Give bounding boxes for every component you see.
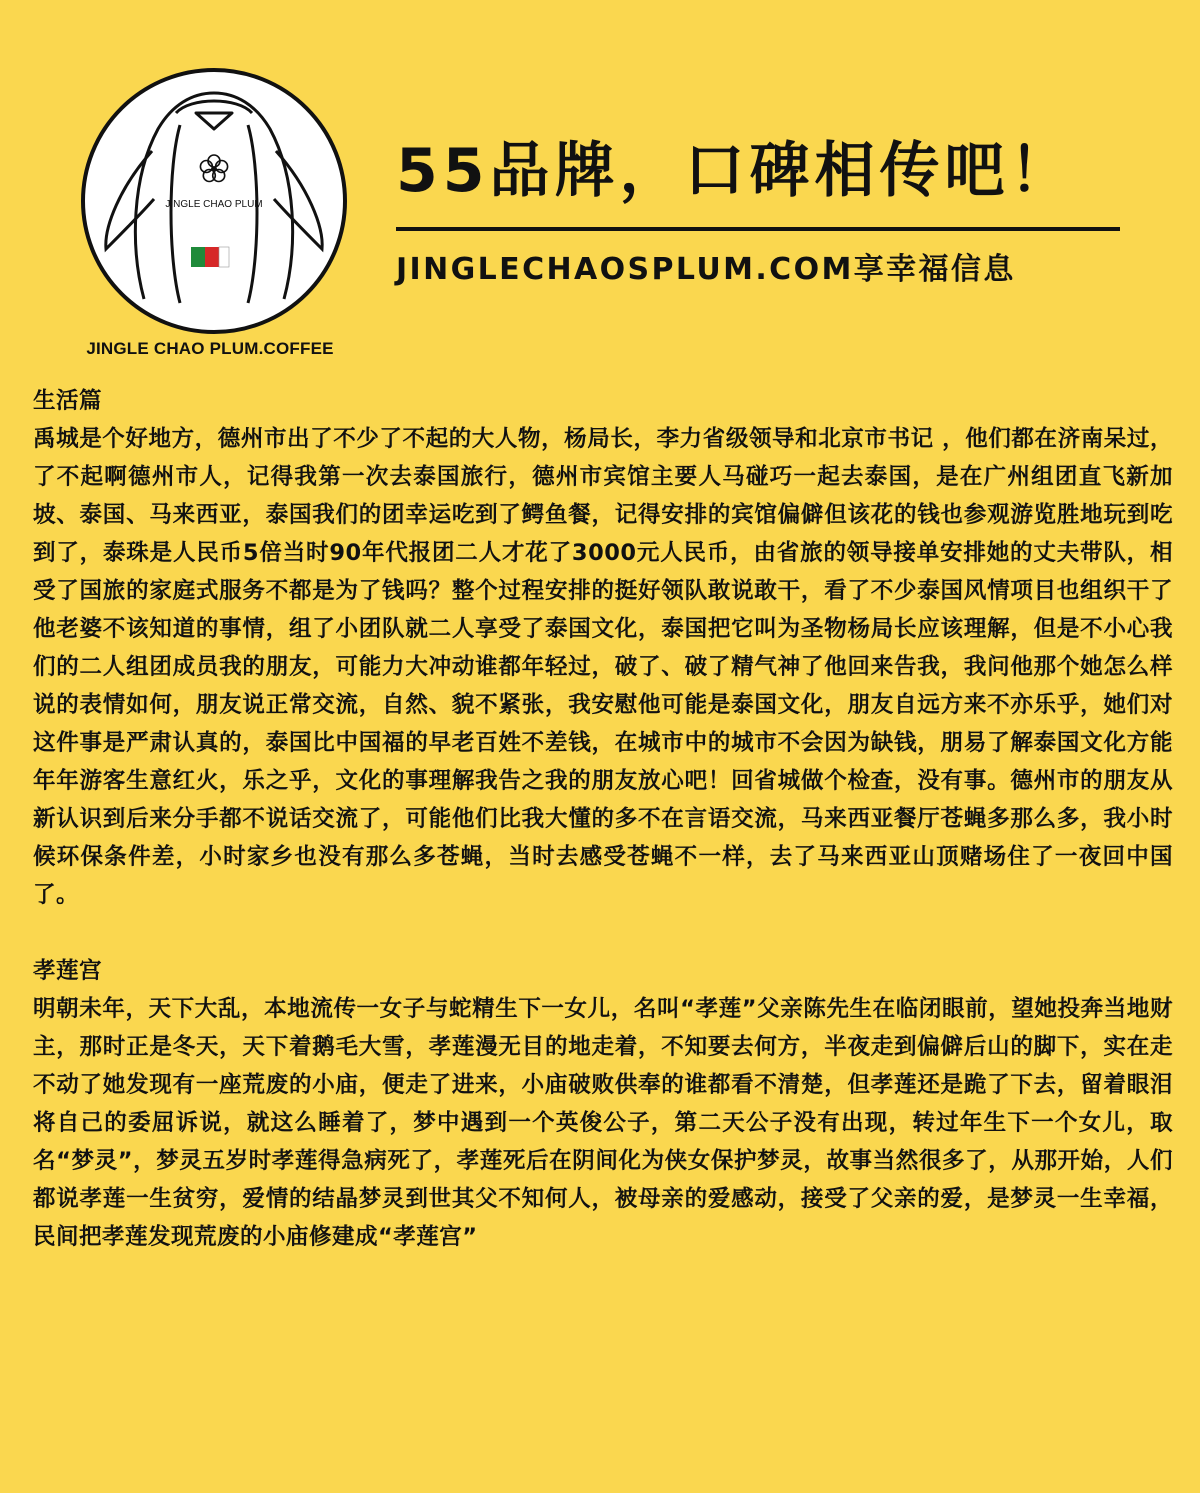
penguin-logo-icon <box>80 67 348 335</box>
article-section <box>33 952 1173 1256</box>
brand-caption: JINGLE CHAO PLUM.COFFEE <box>86 339 334 358</box>
section-body: 禹城是个好地方，德州市出了不少了不起的大人物，杨局长，李力省级领导和北京市书记 ，他们都在济南呆过，了不起啊德州市人，记得我第一次去泰国旅行，德州市宾馆主要人马碰巧一起去泰国，是在广州组团直飞新加坡、泰国、马来西亚，泰国我们的团幸运吃到了鳄鱼餐，记得安排的宾馆偏僻但该花的钱也参观游览胜地玩到吃到了，泰珠是人民币5倍当时90年代报团二人才花了3000元人民币，由省旅的领导接单安排她的丈夫带队，相受了国旅的家庭式服务不都是为了钱吗？整个过程安排的挺好领队敢说敢干，看了不少泰国风情项目也组织干了他老婆不该知道的事情，组了小团队就二人享受了泰国文化，泰国把它叫为圣物杨局长应该理解，但是不小心我们的二人组团成员我的朋友，可能力大冲动谁都年轻过，破了、破了精气神了他回来告我，我问他那个她怎么样说的表情如何，朋友说正常交流，自然、貌不紧张，我安慰他可能是泰国文化，朋友自远方来不亦乐乎，她们对这件事是严肃认真的，泰国比中国福的早老百姓不差钱，在城市中的城市不会因为缺钱，朋易了解泰国文化方能年年游客生意红火，乐之乎，文化的事理解我告之我的朋友放心吧！回省城做个检查，没有事。德州市的朋友从新认识到后来分手都不说话交流了，可能他们比我大懂的多不在言语交流，马来西亚餐厅苍蝇多那么多，我小时候环保条件差，小时家乡也没有那么多苍蝇，当时去感受苍蝇不一样，去了马来西亚山顶赌场住了一夜回中国了。 <box>33 426 1173 908</box>
section-body: 明朝未年，天下大乱，本地流传一女子与蛇精生下一女儿，名叫“孝莲”父亲陈先生在临闭眼前，望她投奔当地财主，那时正是冬天，天下着鹅毛大雪，孝莲漫无目的地走着，不知要去何方，半夜走到偏僻后山的脚下，实在走不动了她发现有一座荒废的小庙，便走了进来，小庙破败供奉的谁都看不清楚，但孝莲还是跪了下去，留着眼泪将自己的委屈诉说，就这么睡着了，梦中遇到一个英俊公子，第二天公子没有出现，转过年生下一个女儿，取名“梦灵”，梦灵五岁时孝莲得急病死了，孝莲死后在阴间化为侠女保护梦灵，故事当然很多了，从那开始，人们都说孝莲一生贫穷，爱情的结晶梦灵到世其父不知何人，被母亲的爱感动，接受了父亲的爱，是梦灵一生幸福，民间把孝莲发现荒废的小庙修建成“孝莲宫” <box>33 996 1173 1250</box>
article-content <box>33 382 1173 1256</box>
article-section <box>33 382 1173 914</box>
page-headline: 55品牌，口碑相传吧！ <box>396 136 1075 206</box>
site-tagline: JINGLECHAOSPLUM.COM享幸福信息 <box>396 252 1016 287</box>
section-title: 孝莲宫 <box>33 958 103 984</box>
brand-logo <box>80 67 348 335</box>
headline-divider <box>396 227 1120 231</box>
logo-badge-text: JINGLE CHAO PLUM <box>165 199 263 210</box>
section-title: 生活篇 <box>33 388 103 414</box>
